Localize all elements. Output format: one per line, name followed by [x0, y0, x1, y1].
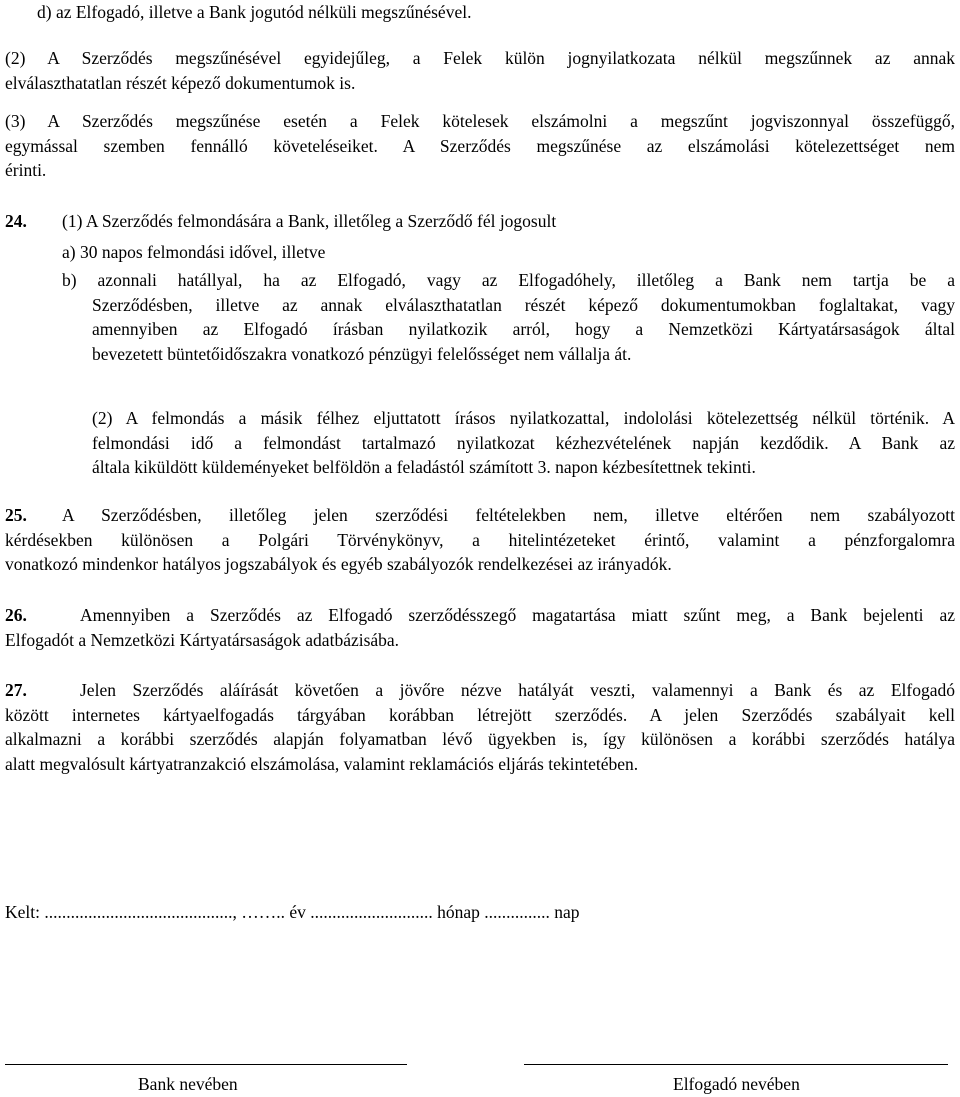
section-24-item-b-line-3: amennyiben az Elfogadó írásban nyilatkozik arról, hogy a Nemzetközi Kártyatársaságok által	[92, 319, 955, 339]
section-24-intro: (1) A Szerződés felmondására a Bank, illetőleg a Szerződő fél jogosult	[62, 211, 557, 231]
section-26-line-1: Amennyiben a Szerződés az Elfogadó szerződésszegő magatartása miatt szűnt meg, a Bank bejelenti az	[80, 605, 955, 625]
paragraph-3	[5, 109, 955, 183]
section-24-paragraph-2-line-3: általa kiküldött küldeményeket belföldön a feladástól számított 3. napon kézbesítettnek tekinti.	[92, 457, 756, 477]
section-24-item-b-line-2: Szerződésben, illetve az annak elválaszthatatlan részét képező dokumentumokban foglaltakat, vagy	[92, 294, 955, 315]
section-25-line-1: A Szerződésben, illetőleg jelen szerződési feltételekben nem, illetve eltérően nem szabályozott	[62, 505, 955, 525]
paragraph-2-line-1: (2) A Szerződés megszűnésével egyidejűleg, a Felek külön jognyilatkozata nélkül megszűnnek az annak	[5, 48, 955, 68]
section-25-line-3: vonatkozó mindenkor hatályos jogszabályok és egyéb szabályozók rendelkezései az irányadók.	[5, 554, 672, 574]
section-24-paragraph-2-line-1: (2) A felmondás a másik félhez eljuttatott írásos nyilatkozattal, indololási kötelezettség nélkül történik. A	[92, 408, 955, 428]
section-24-item-b-line-1: b) azonnali hatállyal, ha az Elfogadó, vagy az Elfogadóhely, illetőleg a Bank nem tartja be a	[62, 270, 955, 290]
date-line: Kelt: ..........................................., …….. év ............................ hónap ............... nap	[5, 902, 580, 922]
acceptor-signature-label: Elfogadó nevében	[673, 1074, 800, 1094]
section-25-number: 25.	[5, 505, 27, 525]
acceptor-signature-line	[524, 1064, 948, 1065]
section-26-body	[5, 603, 955, 652]
section-26-line-2: Elfogadót a Nemzetközi Kártyatársaságok adatbázisába.	[5, 629, 400, 650]
section-24-paragraph-2-line-2: felmondási idő a felmondást tartalmazó nyilatkozat kézhezvételének napján kezdődik. A Bank az	[92, 432, 955, 453]
section-27-body	[5, 678, 955, 776]
section-25-line-2: kérdésekben különösen a Polgári Törvénykönyv, a hitelintézeteket érintő, valamint a pénzforgalomra	[5, 529, 955, 550]
section-27-line-2: között internetes kártyaelfogadás tárgyában korábban létrejött szerződés. A jelen Szerződés szabályait kell	[5, 704, 955, 725]
section-24-item-b-line-4: bevezetett büntetőidőszakra vonatkozó pénzügyi felelősséget nem vállalja át.	[92, 343, 632, 364]
section-27-line-4: alatt megvalósult kártyatranzakció elszámolása, valamint reklamációs eljárás tekintetében.	[5, 753, 639, 774]
clause-d: d) az Elfogadó, illetve a Bank jogutód nélküli megszűnésével.	[37, 2, 472, 22]
paragraph-2-line-2: elválaszthatatlan részét képező dokumentumok is.	[5, 72, 356, 93]
section-24-number: 24.	[5, 211, 27, 231]
section-25-body	[5, 503, 955, 577]
section-24-paragraph-2	[92, 406, 955, 480]
paragraph-3-line-1: (3) A Szerződés megszűnése esetén a Felek kötelesek elszámolni a megszűnt jogviszonnyal összefüggő,	[5, 111, 955, 131]
section-24-item-a: a) 30 napos felmondási idővel, illetve	[62, 242, 326, 262]
paragraph-3-line-2: egymással szemben fennálló követeléseiket. A Szerződés megszűnése az elszámolási kötelezettséget nem	[5, 135, 955, 156]
paragraph-2	[5, 46, 955, 95]
paragraph-3-line-3: érinti.	[5, 160, 47, 180]
section-27-number: 27.	[5, 680, 27, 700]
bank-signature-label: Bank nevében	[138, 1074, 238, 1094]
section-27-line-1: Jelen Szerződés aláírását követően a jövőre nézve hatályát veszti, valamennyi a Bank és az Elfogadó	[80, 680, 955, 700]
bank-signature-line	[5, 1064, 407, 1065]
section-26-number: 26.	[5, 605, 27, 625]
section-24-item-b	[62, 268, 955, 366]
section-27-line-3: alkalmazni a korábbi szerződés alapján folyamatban lévő ügyekben is, így különösen a korábbi szerződés hatálya	[5, 729, 955, 749]
